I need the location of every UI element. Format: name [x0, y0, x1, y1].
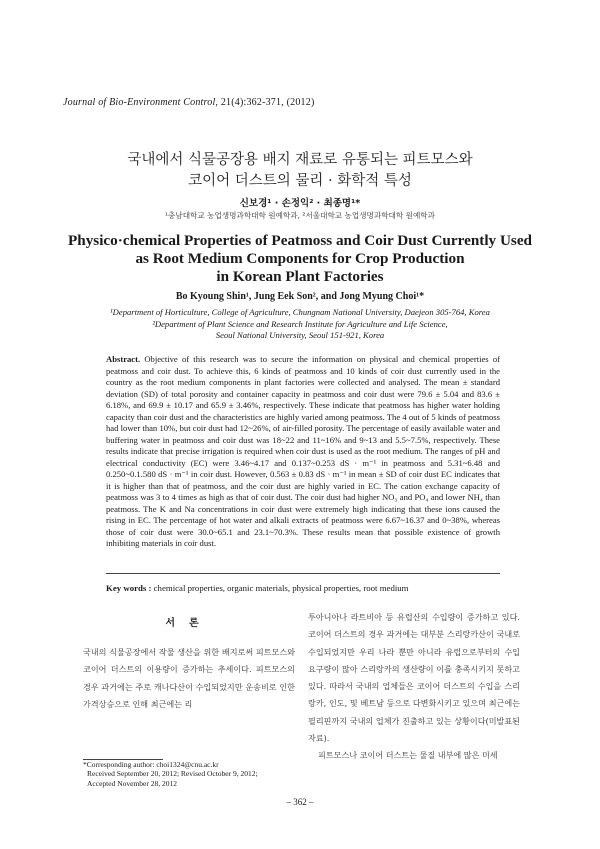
journal-name: Journal of Bio-Environment Control,	[63, 97, 219, 108]
footnote-corresponding-author: *Corresponding author: choi1324@cnu.ac.kr	[83, 760, 219, 769]
english-title-line-2: as Root Medium Components for Crop Production	[135, 250, 465, 267]
affiliation-2: ²Department of Plant Science and Research Institute for Agriculture and Life Science,	[152, 318, 448, 329]
footnote-accepted: Accepted November 28, 2012	[87, 778, 177, 788]
footnote	[83, 760, 295, 788]
journal-volume: 21(4):362-371, (2012)	[220, 97, 315, 108]
keywords-label: Key words :	[106, 583, 152, 593]
intro-right-paragraph-1: 투아니아나 라트비아 등 유럽산의 수입량이 증가하고 있다. 코이어 더스트의 경우 과거에는 대부분 스리랑카산이 국내로 수입되었지만 우리 나라 뿐만 아니라 유럽으로부터의 수입 요구량이 많아 스리랑카의 생산량이 이를 충족시키지 못하고 있다. 따라서 국내의 업체들은 코이어 더스트의 수입을 스리랑카, 인도, 및 베트남 등으로 다변화시키고 있으며 최근에는 필리핀까지 국내의 업체가 진출하고 있는 상황이다(미발표된 자료).	[308, 612, 520, 744]
english-title	[0, 232, 600, 286]
keywords-text: chemical properties, organic materials, physical properties, root medium	[153, 583, 409, 593]
footnote-received: Received September 20, 2012; Revised October 9, 2012;	[87, 769, 258, 779]
affiliation-1: ¹Department of Horticulture, College of Agriculture, Chungnam National University, Daejeon 305-764, Korea	[110, 307, 490, 317]
abstract-label: Abstract.	[106, 354, 141, 364]
keywords-divider	[106, 573, 500, 574]
keywords	[106, 582, 500, 594]
abstract-text: Objective of this research was to secure the information on physical and chemical properties of peatmoss and coir dust. To achieve this, 6 kinds of peatmoss and 10 kinds of coir dust currently used in the country as the root medium components in plant factories were collected and analysed. The mean ± standard deviation (SD) of total porosity and container capacity in peatmoss and coir dust were 79.6 ± 5.04 and 83.6 ± 6.18%, and 69.9 ± 10.17 and 65.9 ± 3.46%, respectively. These indicate that peatmoss has higher water holding capacity than coir dust and the characteristics are highly varied among peatmoss. The 4 out of 5 kinds of peatmoss had lower than 10%, but coir dust had 12~26%, of air-filled porosity. The percentage of easily available water and buffering water in peatmoss and coir dust was 18~22 and 11~16% and 9~13 and 5.5~7.5%, respectively. These results indicate that precise irrigation is required when coir dust is used as the root medium. The ranges of pH and electrical conductivity (EC) were 3.46~4.17 and 0.137~0.253 dS · m⁻¹ in peatmoss and 5.31~6.48 and 0.250~0.1.580 dS · m⁻¹ in coir dust. However, 0.563 ± 0.83 dS · m⁻¹ in mean ± SD of coir dust EC indicates that it is higher than that of peatmoss, and the coir dust are highly varied in EC. The cation exchange capacity of peatmoss was 3 to 4 times as high as that of coir dust. The coir dust had higher NO₃ and PO₄ and lower NH₄ than peatmoss. The K and Na concentrations in coir dust were extremely high indicating that these ions caused the rising in EC. The percentage of hot water and alkali extracts of peatmoss were 6.67~16.37 and 0~38%, whereas those of coir dust were 30.0~65.1 and 23.1~70.3%. These results mean that possible existence of growth inhibiting materials in coir dust.	[106, 354, 500, 548]
korean-title-line-1: 국내에서 식물공장용 배지 재료로 유통되는 피트모스와	[127, 152, 473, 168]
journal-citation	[63, 97, 314, 108]
intro-right-paragraph-2: 피트모스나 코이어 더스트는 물질 내부에 많은 미세	[318, 750, 498, 761]
korean-authors: 신보경¹ · 손정익² · 최종명¹*	[239, 198, 361, 209]
korean-affiliation: ¹충남대학교 농업생명과학대학 원예학과, ²서울대학교 농업생명과학대학 원예학과	[165, 211, 435, 220]
english-authors: Bo Kyoung Shin¹, Jung Eek Son², and Jong Myung Choi¹*	[175, 291, 425, 302]
korean-title-line-2: 코이어 더스트의 물리 · 화학적 특성	[188, 173, 412, 189]
korean-title	[0, 150, 600, 192]
page-number: – 362 –	[286, 797, 314, 807]
abstract	[106, 354, 500, 550]
english-title-line-3: in Korean Plant Factories	[216, 268, 384, 285]
english-affiliations	[0, 307, 600, 342]
section-title-introduction: 서론	[165, 618, 213, 629]
english-title-line-1: Physico·chemical Properties of Peatmoss and Coir Dust Currently Used	[67, 232, 533, 249]
affiliation-3: Seoul National University, Seoul 151-921, Korea	[215, 330, 385, 340]
intro-right-column	[308, 609, 520, 765]
intro-left-column: 국내의 식물공장에서 작물 생산을 위한 배지로써 피트모스와 코이어 더스트의 이용량이 증가하는 추세이다. 피트모스의 경우 과거에는 주로 캐나다산이 수입되었지만 운송비로 인한 가격상승으로 인해 최근에는 리	[83, 647, 295, 709]
